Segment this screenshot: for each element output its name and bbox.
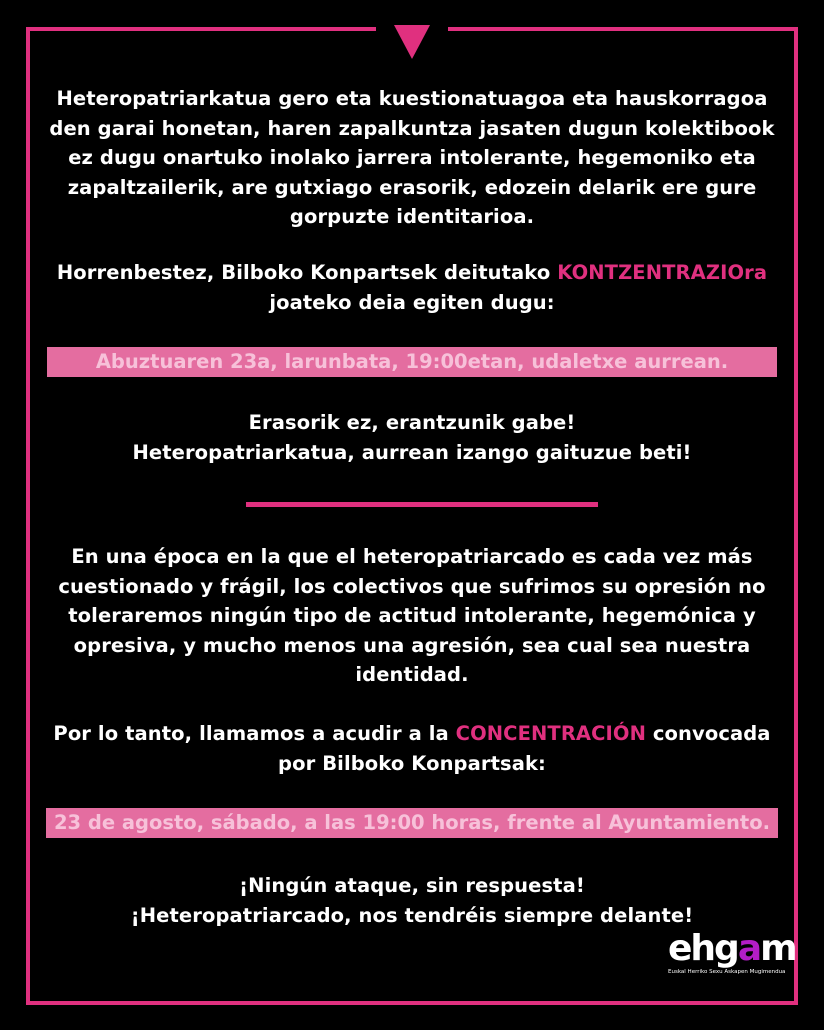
spanish-slogan-1: ¡Ningún ataque, sin respuesta! [239,874,585,897]
basque-slogan-2: Heteropatriarkatua, aurrean izango gaituzue beti! [132,441,692,464]
spanish-slogan-2: ¡Heteropatriarcado, nos tendréis siempre delante! [130,904,694,927]
basque-intro: Heteropatriarkatua gero eta kuestionatuagoa eta hauskorragoa den garai honetan, haren zapalkuntza jasaten dugun kolektibook ez dugu onartuko inolako jarrera intolerante, hegemoniko eta zapaltzailerik, are gutxiago erasorik, edozein delarik ere gure gorpuzte identitarioa. [49,87,775,228]
spanish-call-highlight: CONCENTRACIÓN [455,722,646,745]
spanish-intro: En una época en la que el heteropatriarcado es cada vez más cuestionado y frágil, los colectivos que sufrimos su opresión no toleraremos ningún tipo de actitud intolerante, hegemónica y opresiva, y mucho menos una agresión, sea cual sea nuestra identidad. [58,545,766,686]
basque-call-highlight: KONTZENTRAZIOra [557,261,768,284]
basque-date-band: Abuztuaren 23a, larunbata, 19:00etan, udaletxe aurrean. [47,347,777,377]
logo-tagline: Euskal Herriko Sexu Askapen Mugimendua [668,969,786,975]
basque-slogan-1: Erasorik ez, erantzunik gabe! [248,411,576,434]
spanish-call-before: Por lo tanto, llamamos a acudir a la [53,722,456,745]
spanish-date-band: 23 de agosto, sábado, a las 19:00 horas, frente al Ayuntamiento. [46,808,778,838]
logo-wordmark: ehgam [668,928,796,969]
basque-call-before: Horrenbestez, Bilboko Konpartsek deitutako [56,261,558,284]
triangle-marker-icon [394,25,430,59]
basque-call [40,258,784,317]
section-divider [246,502,598,507]
spanish-call [40,719,784,778]
spanish-call-after: convocada por Bilboko Konpartsak: [278,722,771,775]
ehgam-logo [668,928,796,986]
basque-call-after: joateko deia egiten dugu: [269,290,555,314]
